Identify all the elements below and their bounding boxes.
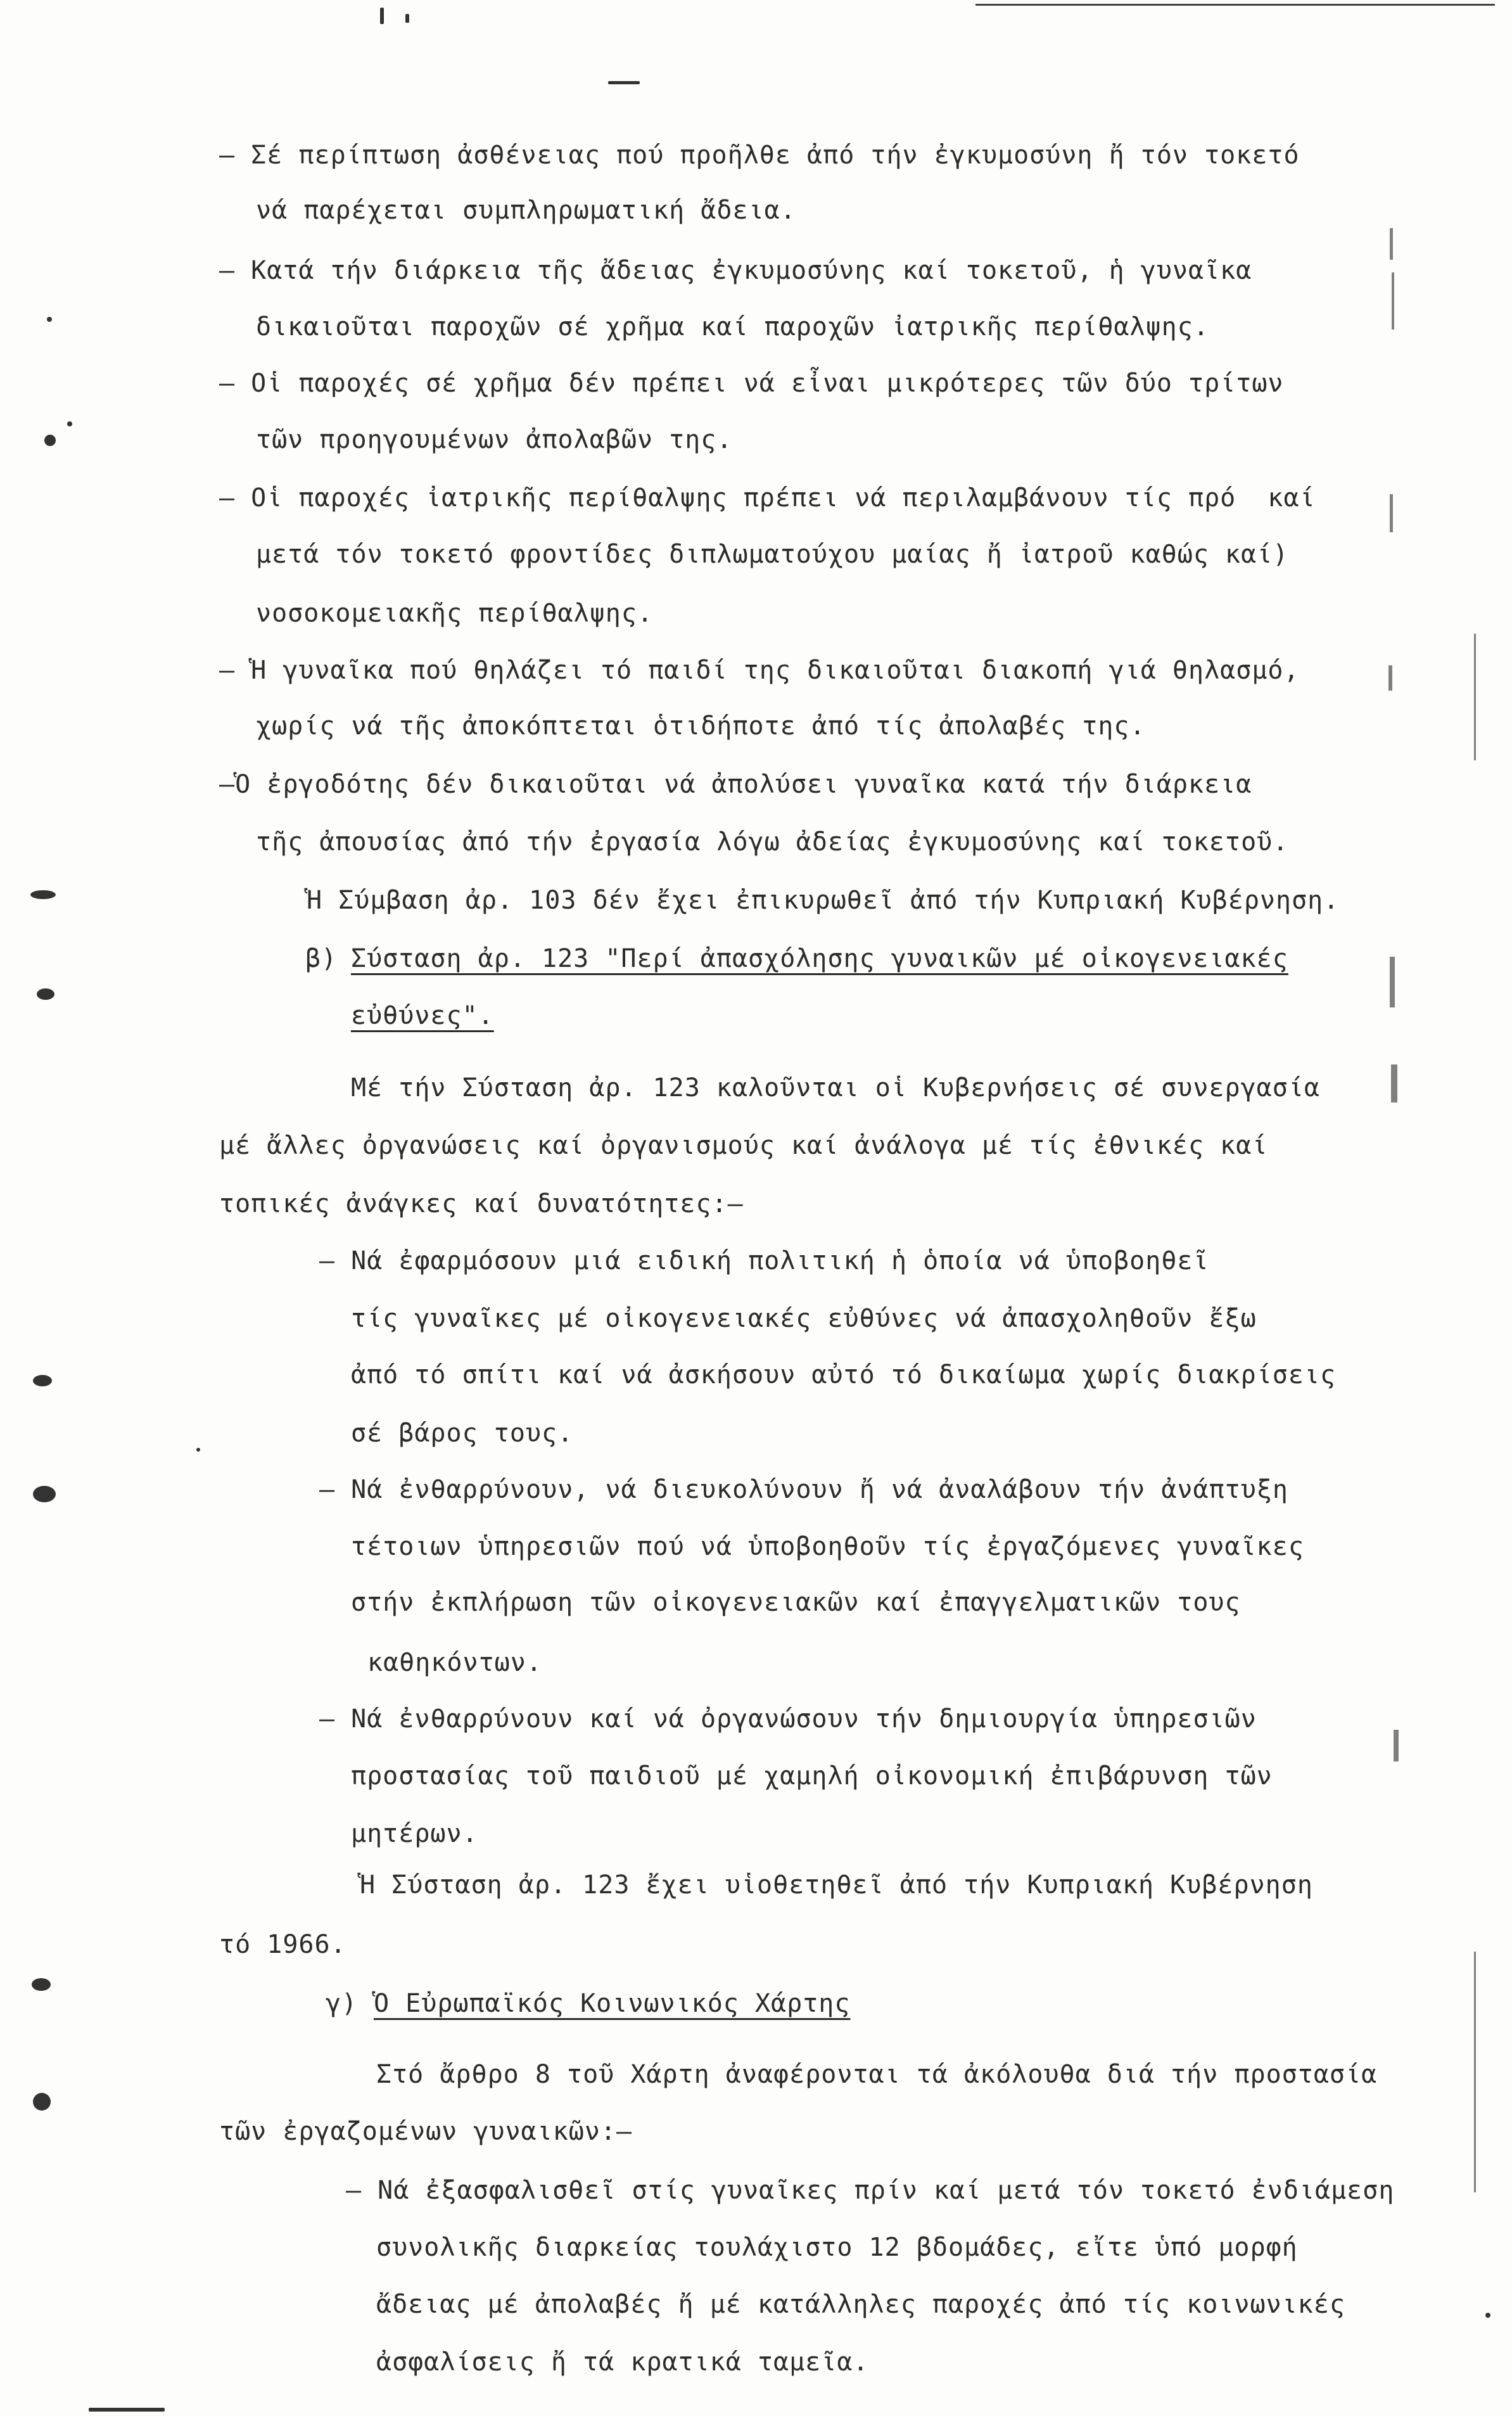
scan-speck (32, 1978, 51, 1991)
text-line: προστασίας τοῦ παιδιοῦ μέ χαμηλή οἰκονομική ἐπιβάρυνση τῶν (351, 1761, 1273, 1791)
top-edge-line (975, 4, 1495, 6)
text-line: μητέρων. (351, 1819, 478, 1848)
text-line: Μέ τήν Σύσταση ἀρ. 123 καλοῦνται οἱ Κυβερνήσεις σέ συνεργασία (351, 1073, 1321, 1103)
text-line: – Σέ περίπτωση ἀσθένειας πού προῆλθε ἀπό τήν ἐγκυμοσύνη ἤ τόν τοκετό (219, 141, 1300, 170)
text-line: – Νά ἐνθαρρύνουν, νά διευκολύνουν ἤ νά ἀναλάβουν τήν ἀνάπτυξη (319, 1475, 1289, 1504)
text-line: τό 1966. (219, 1930, 346, 1959)
section-heading-b: Σύσταση ἀρ. 123 "Περί ἀπασχόλησης γυναικῶν μέ οἰκογενειακές (351, 944, 1288, 973)
text-line: Ἡ Σύμβαση ἀρ. 103 δέν ἔχει ἐπικυρωθεῖ ἀπό τήν Κυπριακή Κυβέρνηση. (307, 886, 1340, 915)
text-line: στήν ἐκπλήρωση τῶν οἰκογενειακῶν καί ἐπαγγελματικῶν τους (351, 1588, 1241, 1617)
scan-speck (1485, 2313, 1490, 2318)
section-marker-b: β) (305, 944, 353, 973)
margin-bleed-mark (1390, 228, 1393, 260)
text-line: Ἡ Σύσταση ἀρ. 123 ἔχει υἱοθετηθεῖ ἀπό τήν Κυπριακή Κυβέρνηση (360, 1870, 1313, 1900)
scan-speck (380, 8, 384, 24)
scan-speck (37, 988, 54, 1000)
scan-speck (44, 435, 56, 446)
margin-bleed-mark (1391, 1064, 1397, 1103)
scan-speck (30, 890, 56, 899)
scan-speck (196, 1448, 200, 1452)
text-line: τῶν ἐργαζομένων γυναικῶν:– (219, 2117, 633, 2146)
scan-speck (33, 1486, 56, 1502)
text-line: νά παρέχεται συμπληρωματική ἄδεια. (256, 196, 796, 225)
text-line: ἀσφαλίσεις ἤ τά κρατικά ταμεῖα. (376, 2348, 869, 2377)
scan-speck (47, 317, 52, 322)
text-line: τοπικές ἀνάγκες καί δυνατότητες:– (219, 1189, 744, 1218)
margin-bleed-mark (1390, 494, 1393, 532)
text-line: – Κατά τήν διάρκεια τῆς ἄδειας ἐγκυμοσύνης καί τοκετοῦ, ἡ γυναῖκα (219, 256, 1252, 285)
scan-speck (608, 81, 640, 84)
text-line: νοσοκομειακῆς περίθαλψης. (256, 599, 654, 628)
scan-speck (33, 2093, 51, 2111)
text-line: δικαιοῦται παροχῶν σέ χρῆμα καί παροχῶν ἰατρικῆς περίθαλψης. (256, 312, 1209, 342)
section-heading-b-cont: εὐθύνες". (351, 1001, 494, 1030)
text-line: χωρίς νά τῆς ἀποκόπτεται ὁτιδήποτε ἀπό τίς ἀπολαβές της. (256, 712, 1146, 741)
text-line: καθηκόντων. (367, 1648, 542, 1677)
text-line: συνολικῆς διαρκείας τουλάχιστο 12 βδομάδες, εἴτε ὑπό μορφή (376, 2233, 1298, 2262)
margin-bleed-mark (1474, 1952, 1476, 2192)
scan-speck (67, 421, 72, 426)
margin-bleed-mark (1392, 272, 1394, 329)
text-line: – Νά ἐφαρμόσουν μιά ειδική πολιτική ἡ ὁποία νά ὑποβοηθεῖ (319, 1246, 1209, 1275)
text-line: μέ ἄλλες ὀργανώσεις καί ὀργανισμούς καί ἀνάλογα μέ τίς ἐθνικές καί (219, 1131, 1268, 1160)
text-line: μετά τόν τοκετό φροντίδες διπλωματούχου μαίας ἤ ἰατροῦ καθώς καί) (256, 540, 1289, 569)
text-line: – Ἡ γυναῖκα πού θηλάζει τό παιδί της δικαιοῦται διακοπή γιά θηλασμό, (219, 656, 1300, 685)
text-line: – Οἱ παροχές ἰατρικῆς περίθαλψης πρέπει νά περιλαμβάνουν τίς πρό καί (219, 483, 1316, 513)
text-line: τῶν προηγουμένων ἀπολαβῶν της. (256, 425, 733, 454)
scan-speck (33, 1375, 52, 1386)
section-marker-c: γ) (326, 1989, 374, 2018)
text-line: ἄδειας μέ ἀπολαβές ἤ μέ κατάλληλες παροχές ἀπό τίς κοινωνικές (376, 2290, 1346, 2319)
text-line: ἀπό τό σπίτι καί νά ἀσκήσουν αὐτό τό δικαίωμα χωρίς διακρίσεις (351, 1360, 1337, 1390)
section-heading-c: Ὁ Εὐρωπαϊκός Κοινωνικός Χάρτης (374, 1989, 851, 2018)
text-line: – Νά ἐνθαρρύνουν καί νά ὀργανώσουν τήν δημιουργία ὑπηρεσιῶν (319, 1704, 1257, 1734)
text-line: – Οἱ παροχές σέ χρῆμα δέν πρέπει νά εἶναι μικρότερες τῶν δύο τρίτων (219, 369, 1284, 398)
text-line: τέτοιων ὑπηρεσιῶν πού νά ὑποβοηθοῦν τίς ἐργαζόμενες γυναῖκες (351, 1532, 1304, 1561)
text-line: – Νά ἐξασφαλισθεῖ στίς γυναῖκες πρίν καί μετά τόν τοκετό ἐνδιάμεση (346, 2176, 1395, 2205)
text-line: –Ὁ ἐργοδότης δέν δικαιοῦται νά ἀπολύσει γυναῖκα κατά τήν διάρκεια (219, 770, 1252, 799)
margin-bleed-mark (1474, 634, 1476, 760)
margin-bleed-mark (1394, 1730, 1399, 1761)
text-line: σέ βάρος τους. (351, 1419, 574, 1448)
text-line: τίς γυναῖκες μέ οἰκογενειακές εὐθύνες νά ἀπασχοληθοῦν ἔξω (351, 1304, 1257, 1333)
text-line: τῆς ἀπουσίας ἀπό τήν ἐργασία λόγω ἀδείας ἐγκυμοσύνης καί τοκετοῦ. (256, 828, 1289, 857)
scan-speck (405, 14, 409, 23)
margin-bleed-mark (1388, 665, 1392, 691)
scan-speck (89, 2408, 165, 2412)
text-line: Στό ἄρθρο 8 τοῦ Χάρτη ἀναφέρονται τά ἀκόλουθα διά τήν προστασία (376, 2060, 1378, 2089)
margin-bleed-mark (1390, 957, 1395, 1007)
